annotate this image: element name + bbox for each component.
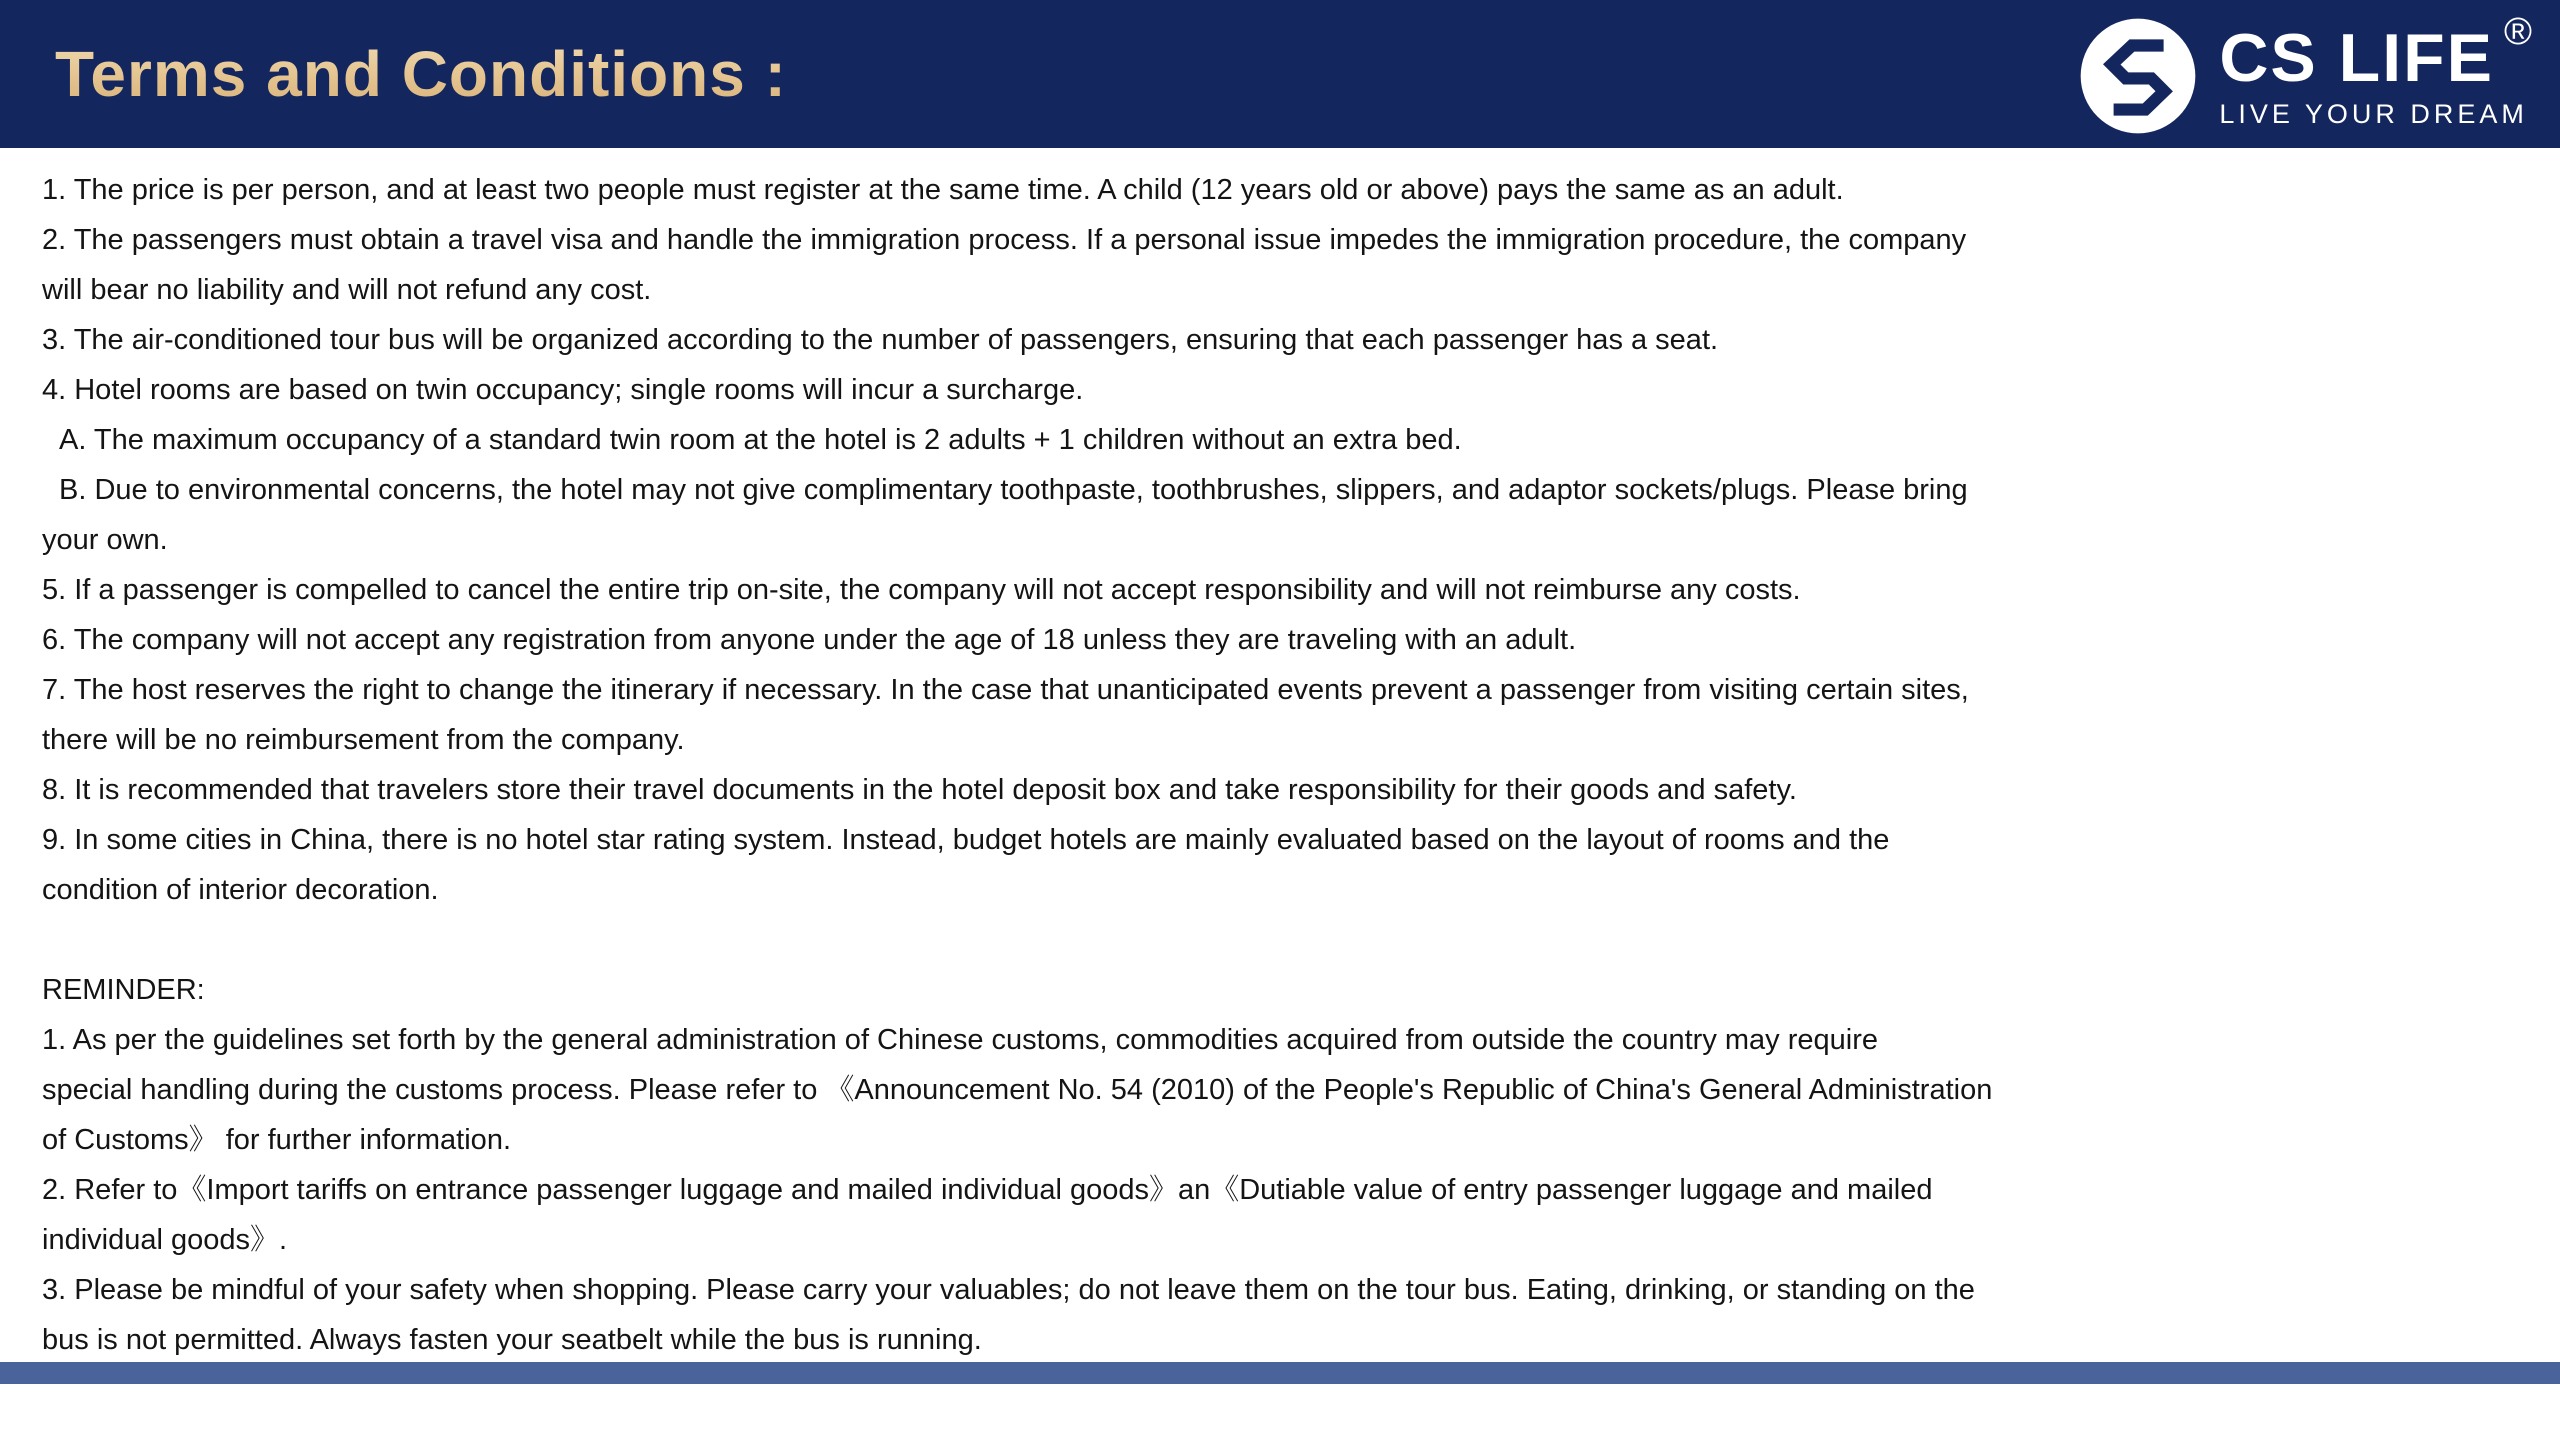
- term-paragraph: 4. Hotel rooms are based on twin occupancy; single rooms will incur a surcharge.: [42, 374, 1084, 406]
- term-paragraph: 6. The company will not accept any registration from anyone under the age of 18 unless they are traveling with an adult.: [42, 624, 1577, 656]
- term-paragraph: 3. The air-conditioned tour bus will be organized according to the number of passengers, ensuring that each passenger has a seat.: [42, 324, 1719, 356]
- reminder-paragraph: of Customs》 for further information.: [42, 1124, 511, 1156]
- page-title: Terms and Conditions :: [55, 0, 787, 148]
- brand-name: CS LIFE: [2219, 19, 2494, 96]
- term-paragraph: B. Due to environmental concerns, the hotel may not give complimentary toothpaste, toothbrushes, slippers, and adaptor sockets/plugs. Please bring: [59, 474, 1968, 506]
- term-paragraph: 5. If a passenger is compelled to cancel the entire trip on-site, the company will not accept responsibility and will not reimburse any costs.: [42, 574, 1801, 606]
- brand-text: [2219, 10, 2532, 130]
- reminder-paragraph: 2. Refer to《Import tariffs on entrance passenger luggage and mailed individual goods》an《Dutiable value of entry passenger luggage and mailed: [42, 1174, 1933, 1206]
- registered-trademark-icon: ®: [2504, 10, 2532, 53]
- term-paragraph: your own.: [42, 524, 168, 556]
- brand-name-row: [2219, 10, 2532, 96]
- terms-content: [0, 148, 2560, 1365]
- reminder-list: [42, 1015, 2540, 1365]
- term-paragraph: will bear no liability and will not refund any cost.: [42, 274, 652, 306]
- reminder-heading: REMINDER:: [42, 974, 205, 1006]
- term-paragraph: A. The maximum occupancy of a standard twin room at the hotel is 2 adults + 1 children without an extra bed.: [59, 424, 1462, 456]
- brand-tagline: LIVE YOUR DREAM: [2219, 98, 2528, 129]
- reminder-paragraph: bus is not permitted. Always fasten your seatbelt while the bus is running.: [42, 1324, 982, 1356]
- cs-life-logo-icon: [2077, 15, 2199, 137]
- term-paragraph: condition of interior decoration.: [42, 874, 439, 906]
- term-paragraph: 2. The passengers must obtain a travel visa and handle the immigration process. If a personal issue impedes the immigration procedure, the company: [42, 224, 1967, 256]
- reminder-paragraph: individual goods》.: [42, 1224, 288, 1256]
- brand-logo: [2077, 10, 2532, 137]
- term-paragraph: 9. In some cities in China, there is no hotel star rating system. Instead, budget hotels are mainly evaluated based on the layout of rooms and the: [42, 824, 1890, 856]
- header-bar: [0, 0, 2560, 148]
- reminder-paragraph: 3. Please be mindful of your safety when shopping. Please carry your valuables; do not leave them on the tour bus. Eating, drinking, or standing on the: [42, 1274, 1975, 1306]
- reminder-paragraph: special handling during the customs process. Please refer to 《Announcement No. 54 (2010) of the People's Republic of China's General Administration: [42, 1074, 1993, 1106]
- terms-list: [42, 165, 2540, 915]
- reminder-paragraph: 1. As per the guidelines set forth by the general administration of Chinese customs, commodities acquired from outside the country may require: [42, 1024, 1878, 1056]
- bottom-accent-bar: [0, 1362, 2560, 1384]
- term-paragraph: there will be no reimbursement from the company.: [42, 724, 685, 756]
- term-paragraph: 8. It is recommended that travelers store their travel documents in the hotel deposit box and take responsibility for their goods and safety.: [42, 774, 1797, 806]
- term-paragraph: 7. The host reserves the right to change the itinerary if necessary. In the case that unanticipated events prevent a passenger from visiting certain sites,: [42, 674, 1969, 706]
- term-paragraph: 1. The price is per person, and at least two people must register at the same time. A child (12 years old or above) pays the same as an adult.: [42, 174, 1844, 206]
